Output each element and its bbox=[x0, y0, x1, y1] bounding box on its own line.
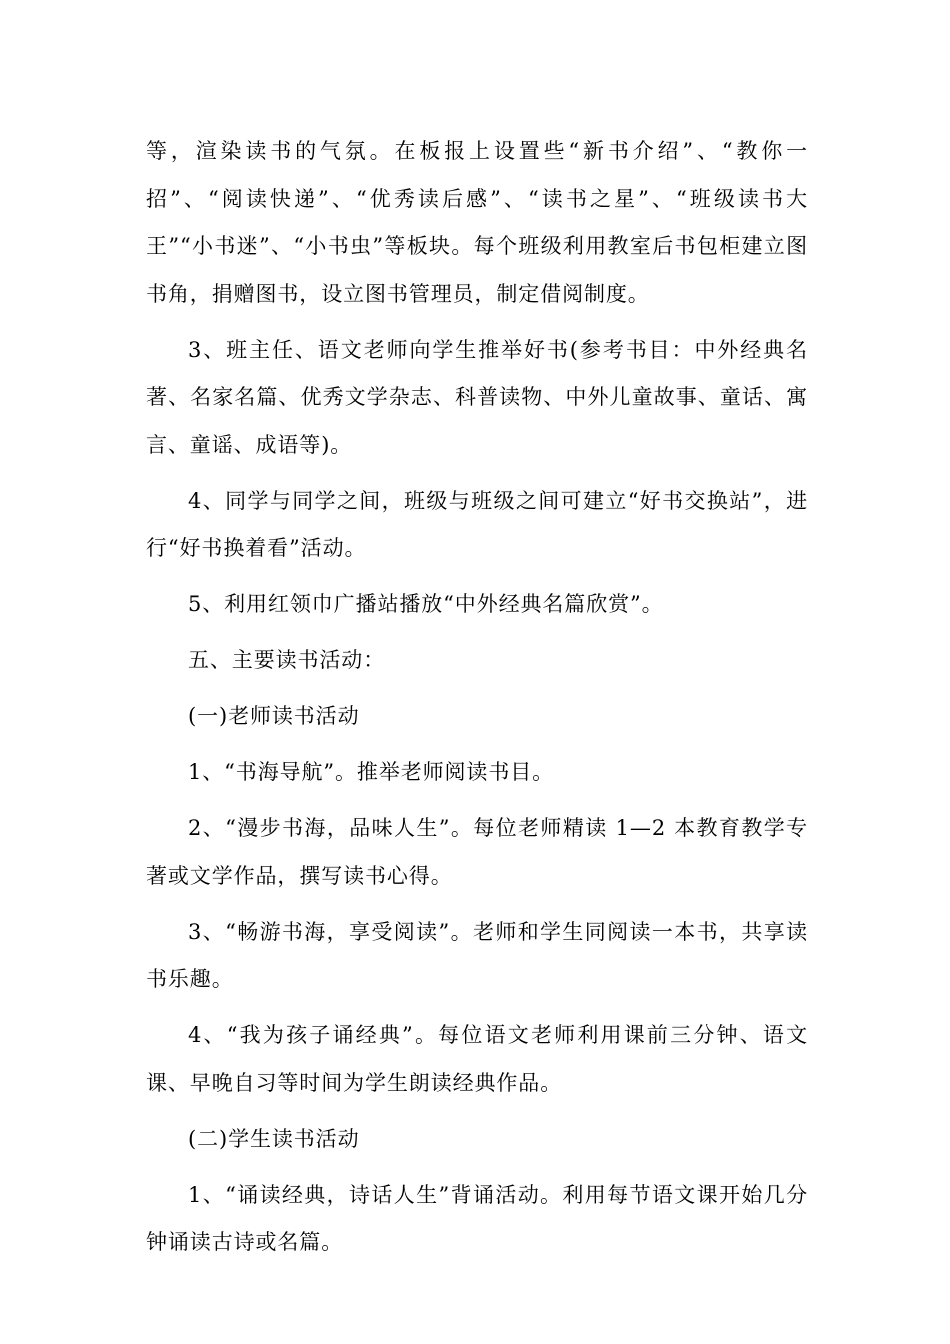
paragraph-teacher-2: 2、“漫步书海，品味人生”。每位老师精读 1—2 本教育教学专著或文学作品，撰写读书心得。 bbox=[146, 816, 808, 888]
paragraph-teacher-4: 4、“我为孩子诵经典”。每位语文老师利用课前三分钟、语文课、早晚自习等时间为学生朗读经典作品。 bbox=[146, 1023, 808, 1095]
subheading-teacher-activities: (一)老师读书活动 bbox=[188, 704, 360, 728]
paragraph-student-1: 1、“诵读经典，诗话人生”背诵活动。利用每节语文课开始几分钟诵读古诗或名篇。 bbox=[146, 1182, 808, 1254]
paragraph-teacher-3: 3、“畅游书海，享受阅读”。老师和学生同阅读一本书，共享读书乐趣。 bbox=[146, 919, 808, 991]
subheading-student-activities: (二)学生读书活动 bbox=[188, 1126, 360, 1151]
paragraph-item-4: 4、同学与同学之间，班级与班级之间可建立“好书交换站”，进行“好书换着看”活动。 bbox=[146, 488, 808, 560]
document-page bbox=[146, 128, 808, 1275]
paragraph-item-3: 3、班主任、语文老师向学生推举好书(参考书目：中外经典名著、名家名篇、优秀文学杂志、科普读物、中外儿童故事、童话、寓言、童谣、成语等)。 bbox=[146, 337, 808, 457]
paragraph-teacher-1: 1、“书海导航”。推举老师阅读书目。 bbox=[188, 760, 555, 784]
paragraph-continuation: 等，渲染读书的气氛。在板报上设置些“新书介绍”、“教你一招”、“阅读快递”、“优秀读后感”、“读书之星”、“班级读书大王”“小书迷”、“小书虫”等板块。每个班级利用教室后书包柜建立图书角，捐赠图书，设立图书管理员，制定借阅制度。 bbox=[146, 139, 808, 306]
paragraph-item-5: 5、利用红领巾广播站播放“中外经典名篇欣赏”。 bbox=[188, 592, 664, 616]
section-heading-five: 五、主要读书活动： bbox=[188, 648, 386, 672]
